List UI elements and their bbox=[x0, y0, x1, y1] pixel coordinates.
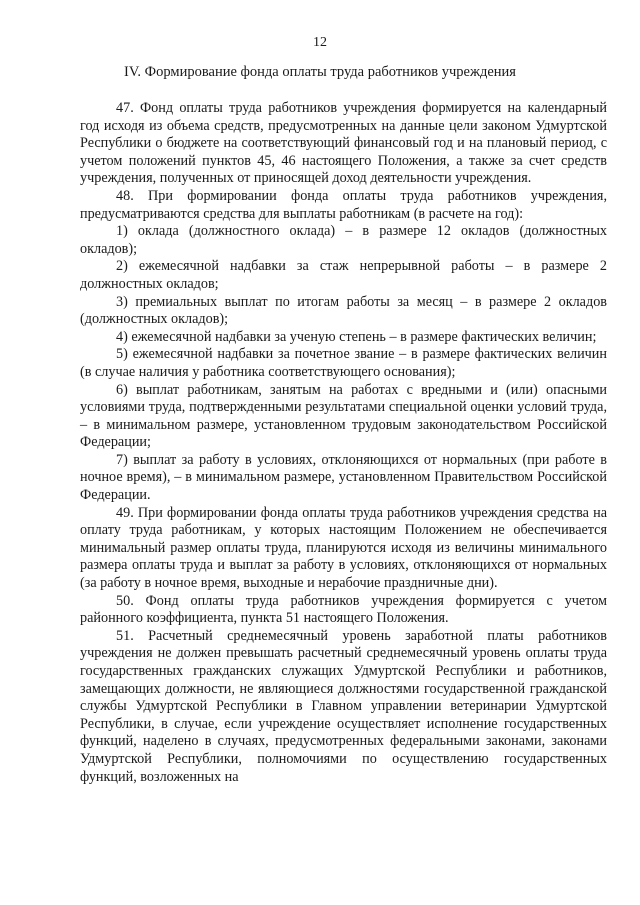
section-title: IV. Формирование фонда оплаты труда работников учреждения bbox=[124, 64, 516, 80]
paragraph-51: 51. Расчетный среднемесячный уровень заработной платы работников учреждения не должен превышать расчетный среднемесячный уровень оплаты труда государственных гражданских служащих Удмуртской Республики и работников, замещающих должности, не являющиеся должностями государственной гражданской службы Удмуртской Республики в Главном управлении ветеринарии Удмуртской Республики, в случае, если учреждение осуществляет исполнение государственных функций, наделено в случаях, предусмотренных федеральными законами, законами Удмуртской Республики, полномочиями по осуществлению государственных функций, возложенных на bbox=[80, 627, 607, 785]
paragraph-48: 48. При формировании фонда оплаты труда работников учреждения, предусматриваются средства для выплаты работникам (в расчете на год): bbox=[80, 187, 607, 222]
list-item-48-6: 6) выплат работникам, занятым на работах с вредными и (или) опасными условиями труда, подтвержденными результатами специальной оценки условий труда, – в минимальном размере, установленном трудовым законодательством Российской Федерации; bbox=[80, 381, 607, 451]
paragraph-47: 47. Фонд оплаты труда работников учреждения формируется на календарный год исходя из объема средств, предусмотренных на данные цели законом Удмуртской Республики о бюджете на соответствующий финансовый год и на плановый период, с учетом положений пунктов 45, 46 настоящего Положения, а также за счет средств учреждения, полученных от приносящей доход деятельности учреждения. bbox=[80, 100, 607, 187]
list-item-48-7: 7) выплат за работу в условиях, отклоняющихся от нормальных (при работе в ночное время), – в минимальном размере, установленном Правительством Российской Федерации. bbox=[80, 451, 607, 504]
list-item-48-4: 4) ежемесячной надбавки за ученую степень – в размере фактических величин; bbox=[116, 328, 597, 345]
page-number: 12 bbox=[313, 35, 327, 50]
list-item-48-3: 3) премиальных выплат по итогам работы за месяц – в размере 2 окладов (должностных окладов); bbox=[80, 293, 607, 328]
list-item-48-2: 2) ежемесячной надбавки за стаж непрерывной работы – в размере 2 должностных окладов; bbox=[80, 258, 607, 292]
list-item-48-1: 1) оклада (должностного оклада) – в размере 12 окладов (должностных окладов); bbox=[80, 223, 607, 257]
document-body bbox=[80, 100, 607, 786]
paragraph-49: 49. При формировании фонда оплаты труда работников учреждения средства на оплату труда работникам, у которых настоящим Положением не обеспечивается минимальный размер оплаты труда, планируются исходя из величины минимального размера оплаты труда и выплат за работу в условиях, отклоняющихся от нормальных (за работу в ночное время, выходные и нерабочие праздничные дни). bbox=[80, 504, 607, 592]
paragraph-50: 50. Фонд оплаты труда работников учреждения формируется с учетом районного коэффициента, пункта 51 настоящего Положения. bbox=[80, 592, 607, 627]
list-item-48-5: 5) ежемесячной надбавки за почетное звание – в размере фактических величин (в случае наличия у работника соответствующего основания); bbox=[80, 346, 607, 380]
